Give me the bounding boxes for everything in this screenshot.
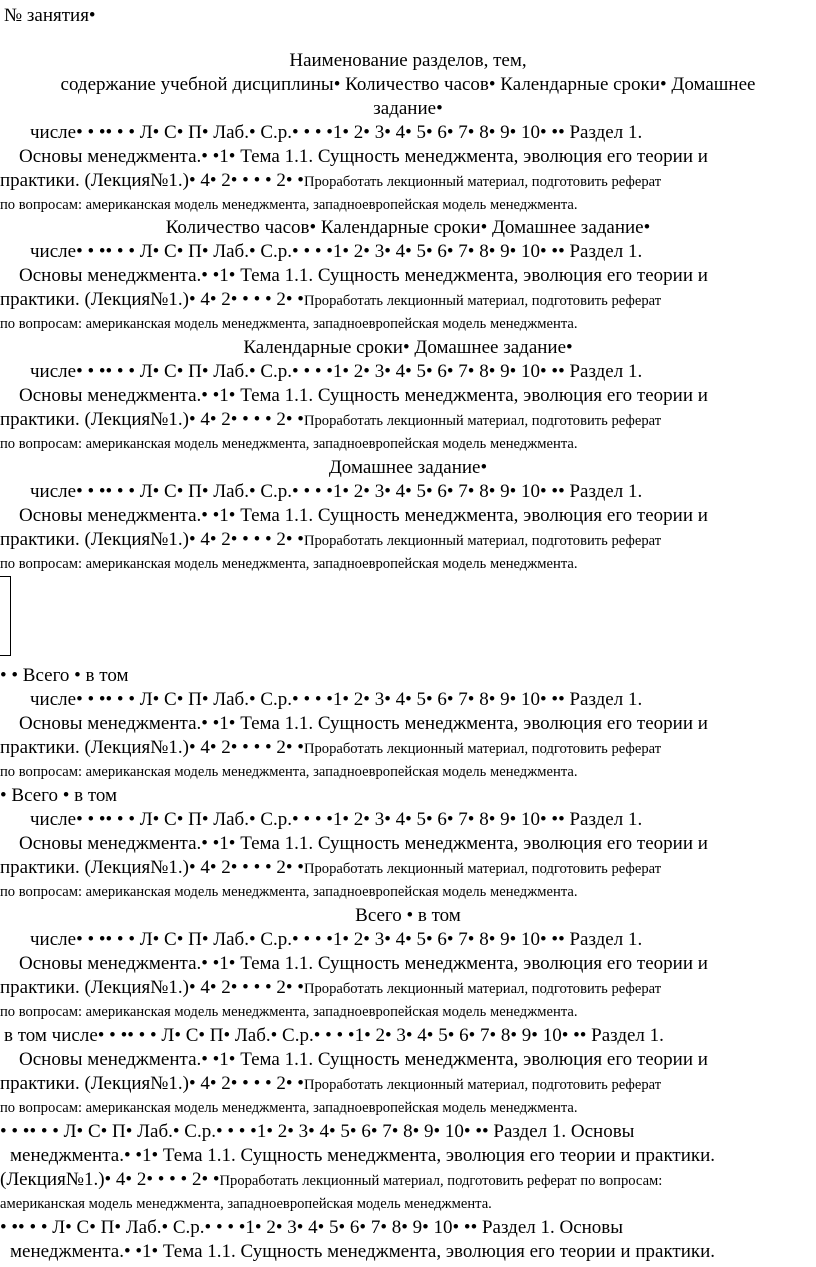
block7-voprosy: по вопросам: американская модель менеджмента, западноевропейская модель менеджмента. <box>0 1004 578 1020</box>
block2-heading: Количество часов• Календарные сроки• Домашнее задание• <box>165 217 651 238</box>
block2-voprosy: по вопросам: американская модель менеджмента, западноевропейская модель менеджмента. <box>0 316 578 332</box>
table-cell-border <box>0 576 11 656</box>
block5-voprosy: по вопросам: американская модель менеджмента, западноевропейская модель менеджмента. <box>0 764 578 780</box>
block7-bullets: • • •• • • Л• С• П• Лаб.• С.р.• • • •1• 2• 3• 4• 5• 6• 7• 8• 9• 10• •• Раздел 1. <box>76 929 643 950</box>
block5-row <box>30 688 642 712</box>
block7-praktiki-a: практики. (Лекция№1.)• 4• 2• • • • 2• • <box>0 977 304 998</box>
block3-row <box>30 360 642 384</box>
block3-osnovy: Основы менеджмента.• •1• Тема 1.1. Сущность менеджмента, эволюция его теории и <box>19 385 708 406</box>
block8-osnovy: Основы менеджмента.• •1• Тема 1.1. Сущность менеджмента, эволюция его теории и <box>19 1049 708 1070</box>
block2-osnovy: Основы менеджмента.• •1• Тема 1.1. Сущность менеджмента, эволюция его теории и <box>19 265 708 286</box>
title-line-1: Наименование разделов, тем, <box>289 50 527 71</box>
block2-row <box>30 240 642 264</box>
block6-praktiki-b: Проработать лекционный материал, подготовить реферат <box>303 861 662 877</box>
block4-praktiki-a: практики. (Лекция№1.)• 4• 2• • • • 2• • <box>0 529 304 550</box>
block4-praktiki-b: Проработать лекционный материал, подготовить реферат <box>303 533 662 549</box>
block4-voprosy: по вопросам: американская модель менеджмента, западноевропейская модель менеджмента. <box>0 556 578 572</box>
block7-praktiki <box>0 976 661 1001</box>
block10-line1: • •• • • Л• С• П• Лаб.• С.р.• • • •1• 2• 3• 4• 5• 6• 7• 8• 9• 10• •• Раздел 1. Основы <box>0 1217 624 1238</box>
block2-bullets: • • •• • • Л• С• П• Лаб.• С.р.• • • •1• 2• 3• 4• 5• 6• 7• 8• 9• 10• •• Раздел 1. <box>76 241 643 262</box>
title-line-3: задание• <box>373 98 443 119</box>
block1-praktiki <box>0 169 661 194</box>
block1-voprosy: по вопросам: американская модель менеджмента, западноевропейская модель менеджмента. <box>0 197 578 213</box>
block3-voprosy: по вопросам: американская модель менеджмента, западноевропейская модель менеджмента. <box>0 436 578 452</box>
block5-osnovy: Основы менеджмента.• •1• Тема 1.1. Сущность менеджмента, эволюция его теории и <box>19 713 708 734</box>
block6-prefix: числе <box>30 809 77 830</box>
block7-praktiki-b: Проработать лекционный материал, подготовить реферат <box>303 981 662 997</box>
block3-bullets: • • •• • • Л• С• П• Лаб.• С.р.• • • •1• 2• 3• 4• 5• 6• 7• 8• 9• 10• •• Раздел 1. <box>76 361 643 382</box>
block4-praktiki <box>0 528 661 553</box>
block3-praktiki-a: практики. (Лекция№1.)• 4• 2• • • • 2• • <box>0 409 304 430</box>
title-line-2: содержание учебной дисциплины• Количество часов• Календарные сроки• Домашнее <box>60 74 756 95</box>
block9-line1: • • •• • • Л• С• П• Лаб.• С.р.• • • •1• 2• 3• 4• 5• 6• 7• 8• 9• 10• •• Раздел 1. Основы <box>0 1121 635 1142</box>
block5-prefix: числе <box>30 689 77 710</box>
block7-prefix: числе <box>30 929 77 950</box>
lesson-number-label: № занятия• <box>4 5 96 26</box>
block5-praktiki <box>0 736 661 761</box>
block9-line3-a: (Лекция№1.)• 4• 2• • • • 2• • <box>0 1169 220 1190</box>
block9-line3 <box>0 1168 662 1193</box>
block8-voprosy: по вопросам: американская модель менеджмента, западноевропейская модель менеджмента. <box>0 1100 578 1116</box>
block3-prefix: числе <box>30 361 77 382</box>
block9-line2: менеджмента.• •1• Тема 1.1. Сущность менеджмента, эволюция его теории и практики. <box>10 1145 716 1166</box>
block5-praktiki-a: практики. (Лекция№1.)• 4• 2• • • • 2• • <box>0 737 304 758</box>
block3-praktiki <box>0 408 661 433</box>
block4-heading: Домашнее задание• <box>328 457 488 478</box>
block6-praktiki-a: практики. (Лекция№1.)• 4• 2• • • • 2• • <box>0 857 304 878</box>
block7-heading: Всего • в том <box>355 905 461 926</box>
block5-heading: • • Всего • в том <box>0 665 129 686</box>
block5-bullets: • • •• • • Л• С• П• Лаб.• С.р.• • • •1• 2• 3• 4• 5• 6• 7• 8• 9• 10• •• Раздел 1. <box>76 689 643 710</box>
block6-osnovy: Основы менеджмента.• •1• Тема 1.1. Сущность менеджмента, эволюция его теории и <box>19 833 708 854</box>
block8-praktiki-b: Проработать лекционный материал, подготовить реферат <box>303 1077 662 1093</box>
block6-heading: • Всего • в том <box>0 785 118 806</box>
block6-row <box>30 808 642 832</box>
block2-praktiki-b: Проработать лекционный материал, подготовить реферат <box>303 293 662 309</box>
block1-row <box>30 121 642 145</box>
block8-row <box>4 1024 664 1048</box>
block9-line3-b: Проработать лекционный материал, подготовить реферат по вопросам: <box>219 1173 663 1189</box>
block10-line2: менеджмента.• •1• Тема 1.1. Сущность менеджмента, эволюция его теории и практики. <box>10 1241 716 1262</box>
block8-praktiki <box>0 1072 661 1097</box>
block2-praktiki <box>0 288 661 313</box>
block6-bullets: • • •• • • Л• С• П• Лаб.• С.р.• • • •1• 2• 3• 4• 5• 6• 7• 8• 9• 10• •• Раздел 1. <box>76 809 643 830</box>
block8-praktiki-a: практики. (Лекция№1.)• 4• 2• • • • 2• • <box>0 1073 304 1094</box>
block7-osnovy: Основы менеджмента.• •1• Тема 1.1. Сущность менеджмента, эволюция его теории и <box>19 953 708 974</box>
block4-bullets: • • •• • • Л• С• П• Лаб.• С.р.• • • •1• 2• 3• 4• 5• 6• 7• 8• 9• 10• •• Раздел 1. <box>76 481 643 502</box>
block1-osnovy: Основы менеджмента.• •1• Тема 1.1. Сущность менеджмента, эволюция его теории и <box>19 146 708 167</box>
block1-prefix: числе <box>30 122 77 143</box>
block6-voprosy: по вопросам: американская модель менеджмента, западноевропейская модель менеджмента. <box>0 884 578 900</box>
block9-line4: американская модель менеджмента, западноевропейская модель менеджмента. <box>0 1196 492 1212</box>
block1-praktiki-b: Проработать лекционный материал, подготовить реферат <box>303 174 662 190</box>
block3-heading: Календарные сроки• Домашнее задание• <box>243 337 573 358</box>
block5-praktiki-b: Проработать лекционный материал, подготовить реферат <box>303 741 662 757</box>
block1-praktiki-a: практики. (Лекция№1.)• 4• 2• • • • 2• • <box>0 170 304 191</box>
block4-row <box>30 480 642 504</box>
block4-prefix: числе <box>30 481 77 502</box>
block3-praktiki-b: Проработать лекционный материал, подготовить реферат <box>303 413 662 429</box>
block1-bullets: • • •• • • Л• С• П• Лаб.• С.р.• • • •1• 2• 3• 4• 5• 6• 7• 8• 9• 10• •• Раздел 1. <box>76 122 643 143</box>
block6-praktiki <box>0 856 661 881</box>
block4-osnovy: Основы менеджмента.• •1• Тема 1.1. Сущность менеджмента, эволюция его теории и <box>19 505 708 526</box>
block2-praktiki-a: практики. (Лекция№1.)• 4• 2• • • • 2• • <box>0 289 304 310</box>
block7-row <box>30 928 642 952</box>
block8-bullets: • • •• • • Л• С• П• Лаб.• С.р.• • • •1• 2• 3• 4• 5• 6• 7• 8• 9• 10• •• Раздел 1. <box>97 1025 664 1046</box>
block8-prefix: в том числе <box>4 1025 98 1046</box>
block2-prefix: числе <box>30 241 77 262</box>
